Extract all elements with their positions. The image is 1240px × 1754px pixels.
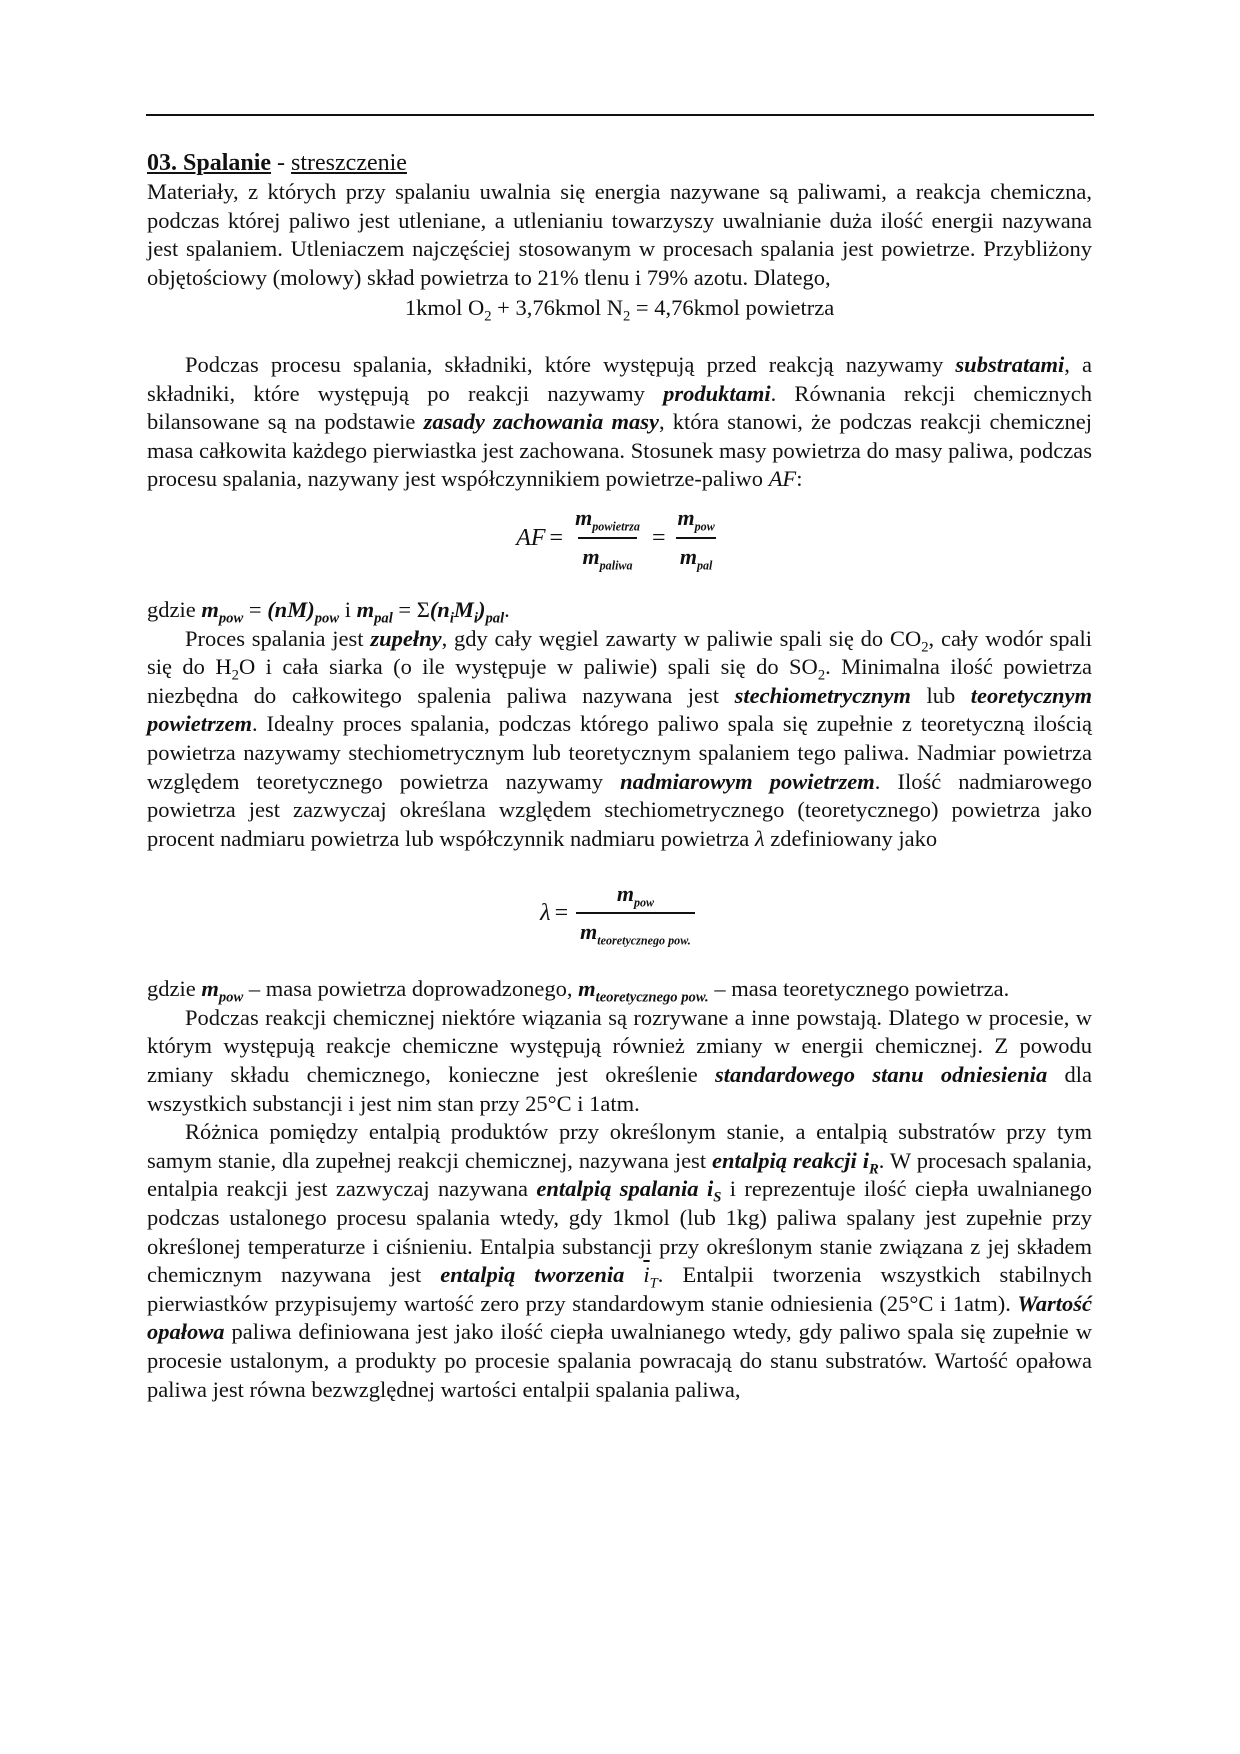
paragraph-enthalpy xyxy=(147,1118,1092,1404)
g1-text-5: . xyxy=(504,596,510,622)
lambda-fraction xyxy=(576,880,695,947)
g1-text-1: gdzie xyxy=(147,596,202,622)
g1-m-pow: m xyxy=(201,596,219,622)
g1-ni-sub: i xyxy=(449,610,454,627)
g2-text-3: – masa teoretycznego powietrza. xyxy=(708,976,1010,1002)
term-entalpia-reakcji: entalpią reakcji i xyxy=(712,1147,869,1173)
p3-text-2: , gdy cały węgiel zawarty w paliwie spali się do CO xyxy=(441,625,922,651)
p3-sub-so2: 2 xyxy=(817,667,826,684)
eq1-sub-b: 2 xyxy=(622,308,631,325)
paragraph-reference-state xyxy=(147,1004,1092,1118)
lambda-den-m: m xyxy=(580,919,598,945)
p4-text-2: dla wszystkich substancji i jest nim stan przy 25°C i 1atm. xyxy=(147,1062,1092,1116)
g1-nm-sub: pow xyxy=(314,610,340,627)
g2-m-teor-sub: teoretycznego pow. xyxy=(595,989,709,1006)
term-entalpia-spalania: entalpią spalania i xyxy=(536,1176,714,1202)
p3-text-9: zdefiniowany jako xyxy=(764,825,938,851)
symbol-i-bar: $\overline{i}$ xyxy=(643,1262,650,1288)
af-frac1-den-m: m xyxy=(582,543,600,569)
g2-m-pow: m xyxy=(201,976,219,1002)
term-wartosc-opalowa: Wartość opałowa xyxy=(147,1290,1092,1345)
paragraph-substrates xyxy=(147,351,1092,494)
af-frac1-numerator xyxy=(571,504,644,537)
title-dash: - xyxy=(271,150,292,176)
header-rule xyxy=(146,114,1094,116)
af-frac1-num-m: m xyxy=(575,505,593,531)
eq1-part-c: = 4,76kmol powietrza xyxy=(630,295,835,321)
p2-text-5: : xyxy=(796,466,803,492)
p5-text-2: . W procesach spalania, entalpia reakcji jest zazwyczaj nazywana xyxy=(147,1147,1092,1202)
g2-m-pow-sub: pow xyxy=(218,989,244,1006)
af-frac1-num-sub: powietrza xyxy=(592,519,640,534)
af-frac1-denominator xyxy=(578,537,636,572)
term-substraty: substratami xyxy=(955,351,1065,377)
af-equals-2: = xyxy=(651,524,666,551)
af-frac1-den-sub: paliwa xyxy=(599,558,633,573)
term-zupelny: zupełny xyxy=(370,625,442,651)
af-fraction-2 xyxy=(673,504,718,571)
af-frac2-denominator xyxy=(676,537,717,572)
af-frac2-num-sub: pow xyxy=(694,519,715,534)
lambda-den-sub: teoretycznego pow. xyxy=(597,933,691,948)
af-lhs: AF xyxy=(516,524,546,551)
equation-air-composition xyxy=(147,294,1092,323)
af-frac2-den-m: m xyxy=(679,543,697,569)
af-frac2-num-m: m xyxy=(677,505,695,531)
term-entalpia-tworzenia: entalpią tworzenia xyxy=(440,1262,625,1288)
term-stechiometrycznym: stechiometrycznym xyxy=(734,682,911,708)
g2-text-1: gdzie xyxy=(147,976,202,1002)
p3-text-3: , cały wodór spali się do H xyxy=(147,625,1092,680)
g1-mi: M xyxy=(453,596,474,622)
g2-text-2: – masa powietrza doprowadzonego, xyxy=(243,976,579,1002)
lambda-num-m: m xyxy=(616,880,634,906)
g1-nm: (nM) xyxy=(267,596,315,622)
g2-m-teor: m xyxy=(578,976,596,1002)
af-frac2-den-sub: pal xyxy=(696,558,713,573)
p3-sub-h2o: 2 xyxy=(231,667,239,684)
p4-text-1: Podczas reakcji chemicznej niektóre wiązania są rozrywane a inne powstają. Dlatego w procesie, w którym występują reakcje chemiczne występują również zmiany w energii chemicznej. Z powodu zmiany składu chemicznego, konieczne jest określenie xyxy=(147,1004,1092,1088)
g1-m-pal: m xyxy=(356,596,375,622)
g1-paren: ) xyxy=(477,596,486,622)
eq1-sub-a: 2 xyxy=(484,308,492,325)
p2-text-3: . Równania rekcji chemicznych bilansowane są na podstawie xyxy=(147,380,1093,435)
af-equals-1: = xyxy=(549,524,564,551)
p3-text-7: . Idealny proces spalania, podczas którego paliwo spala się zupełnie z teoretyczną ilością powietrza nazywamy stechiometrycznym lub teoretycznym spalaniem tego paliwa. Nadmiar powietrza względem teoretycznego powietrza nazywamy xyxy=(147,711,1092,794)
lambda-num-sub: pow xyxy=(633,895,655,910)
symbol-i-bar-sub: T xyxy=(649,1275,658,1292)
g1-mi-sub: i xyxy=(473,610,478,627)
gdzie-mass-definitions xyxy=(147,596,1092,625)
lambda-numerator xyxy=(613,880,658,913)
term-entalpia-reakcji-sub: R xyxy=(868,1161,879,1178)
p3-text-1: Proces spalania jest xyxy=(185,625,371,651)
p5-text-3: i reprezentuje ilość ciepła uwalnianego podczas ustalonego procesu spalania wtedy, gdy 1kmol (lub 1kg) paliwa spalany jest zupełnie przy określonej temperaturze i ciśnieniu. Entalpia substancji przy określonym stanie związana z jej składem chemicznym nazywana jest xyxy=(147,1176,1092,1288)
title-subtitle: streszczenie xyxy=(291,150,407,176)
lambda-lhs: λ xyxy=(540,899,551,926)
term-entalpia-spalania-sub: S xyxy=(713,1189,722,1206)
term-standardowy-stan-odniesienia: standardowego stanu odniesienia xyxy=(715,1062,1048,1088)
gdzie-lambda-definitions xyxy=(147,975,1092,1004)
term-produkty: produktami xyxy=(663,380,771,406)
g1-text-3: i xyxy=(339,596,357,622)
lambda-denominator xyxy=(576,912,695,947)
g1-ni: (n xyxy=(429,596,450,622)
af-fraction-1 xyxy=(571,504,644,571)
lambda-equals: = xyxy=(554,899,569,926)
title-number: 03. Spalanie xyxy=(147,150,272,176)
term-af: AF xyxy=(768,466,797,492)
p5-text-5: paliwa definiowana jest jako ilość ciepła uwalnianego wtedy, gdy paliwo spala się zupełnie w procesie ustalonym, a produkty po procesie spalania powracają do stanu substratów. Wartość opałowa paliwa jest równa bezwzględnej wartości entalpii spalania paliwa, xyxy=(147,1319,1092,1402)
eq1-part-a: 1kmol O xyxy=(404,295,485,321)
g1-m-pow-sub: pow xyxy=(218,610,244,627)
g1-text-4: = Σ xyxy=(392,596,430,622)
equation-af xyxy=(147,502,1092,574)
p3-text-5: . Minimalna ilość powietrza niezbędna do całkowitego spalenia paliwa nazywana jest xyxy=(147,654,1092,708)
p5-text-1: Różnica pomiędzy entalpią produktów przy określonym stanie, a entalpią substratów przy tym samym stanie, dla zupełnej reakcji chemicznej, nazywana jest xyxy=(147,1119,1092,1173)
term-zasada-zachowania-masy: zasady zachowania masy xyxy=(423,409,659,435)
af-frac2-numerator xyxy=(673,504,718,537)
g1-pal-sub: pal xyxy=(485,610,505,627)
equation-lambda xyxy=(147,875,1092,951)
section-title xyxy=(147,148,1092,178)
p5-text-4: . Entalpii tworzenia wszystkich stabilnych pierwiastków przypisujemy wartość zero przy standardowym stanie odniesienia (25°C i 1atm). xyxy=(147,1262,1092,1316)
p2-text-1: Podczas procesu spalania, składniki, które występują przed reakcją nazywamy xyxy=(185,351,956,377)
document-page xyxy=(147,148,1092,1404)
p2-text-4: , która stanowi, że podczas reakcji chemicznej masa całkowita każdego pierwiastka jest zachowana. Stosunek masy powietrza do masy paliwa, podczas procesu spalania, nazywany jest współczynnikiem powietrze-paliwo xyxy=(147,409,1092,492)
paragraph-complete-combustion xyxy=(147,625,1092,854)
p3-text-6: lub xyxy=(910,682,971,708)
p3-text-8: . Ilość nadmiarowego powietrza jest zazwyczaj określana względem stechiometrycznego (teoretycznego) powietrza jako procent nadmiaru powietrza lub współczynnik nadmiaru powietrza xyxy=(147,768,1093,851)
g1-text-2: = xyxy=(243,596,268,622)
term-nadmiarowym-powietrzem: nadmiarowym powietrzem xyxy=(620,768,875,794)
p2-text-2: , a składniki, które występują po reakcji nazywamy xyxy=(147,351,1092,406)
p3-text-4: O i cała siarka (o ile występuje w paliwie) spali się do SO xyxy=(238,654,818,680)
p3-sub-co2: 2 xyxy=(921,639,929,656)
term-teoretycznym-powietrzem: teoretycznym powietrzem xyxy=(147,682,1092,737)
paragraph-intro: Materiały, z których przy spalaniu uwalnia się energia nazywane są paliwami, a reakcja chemiczna, podczas której paliwo jest utleniane, a utlenianiu towarzyszy uwalnianie duża ilość energii nazywana jest spalaniem. Utleniaczem najczęściej stosowanym w procesach spalania jest powietrze. Przybliżony objętościowy (molowy) skład powietrza to 21% tlenu i 79% azotu. Dlatego, xyxy=(147,179,1092,290)
eq1-part-b: + 3,76kmol N xyxy=(491,295,623,321)
term-lambda: λ xyxy=(754,825,765,851)
g1-m-pal-sub: pal xyxy=(374,610,393,627)
